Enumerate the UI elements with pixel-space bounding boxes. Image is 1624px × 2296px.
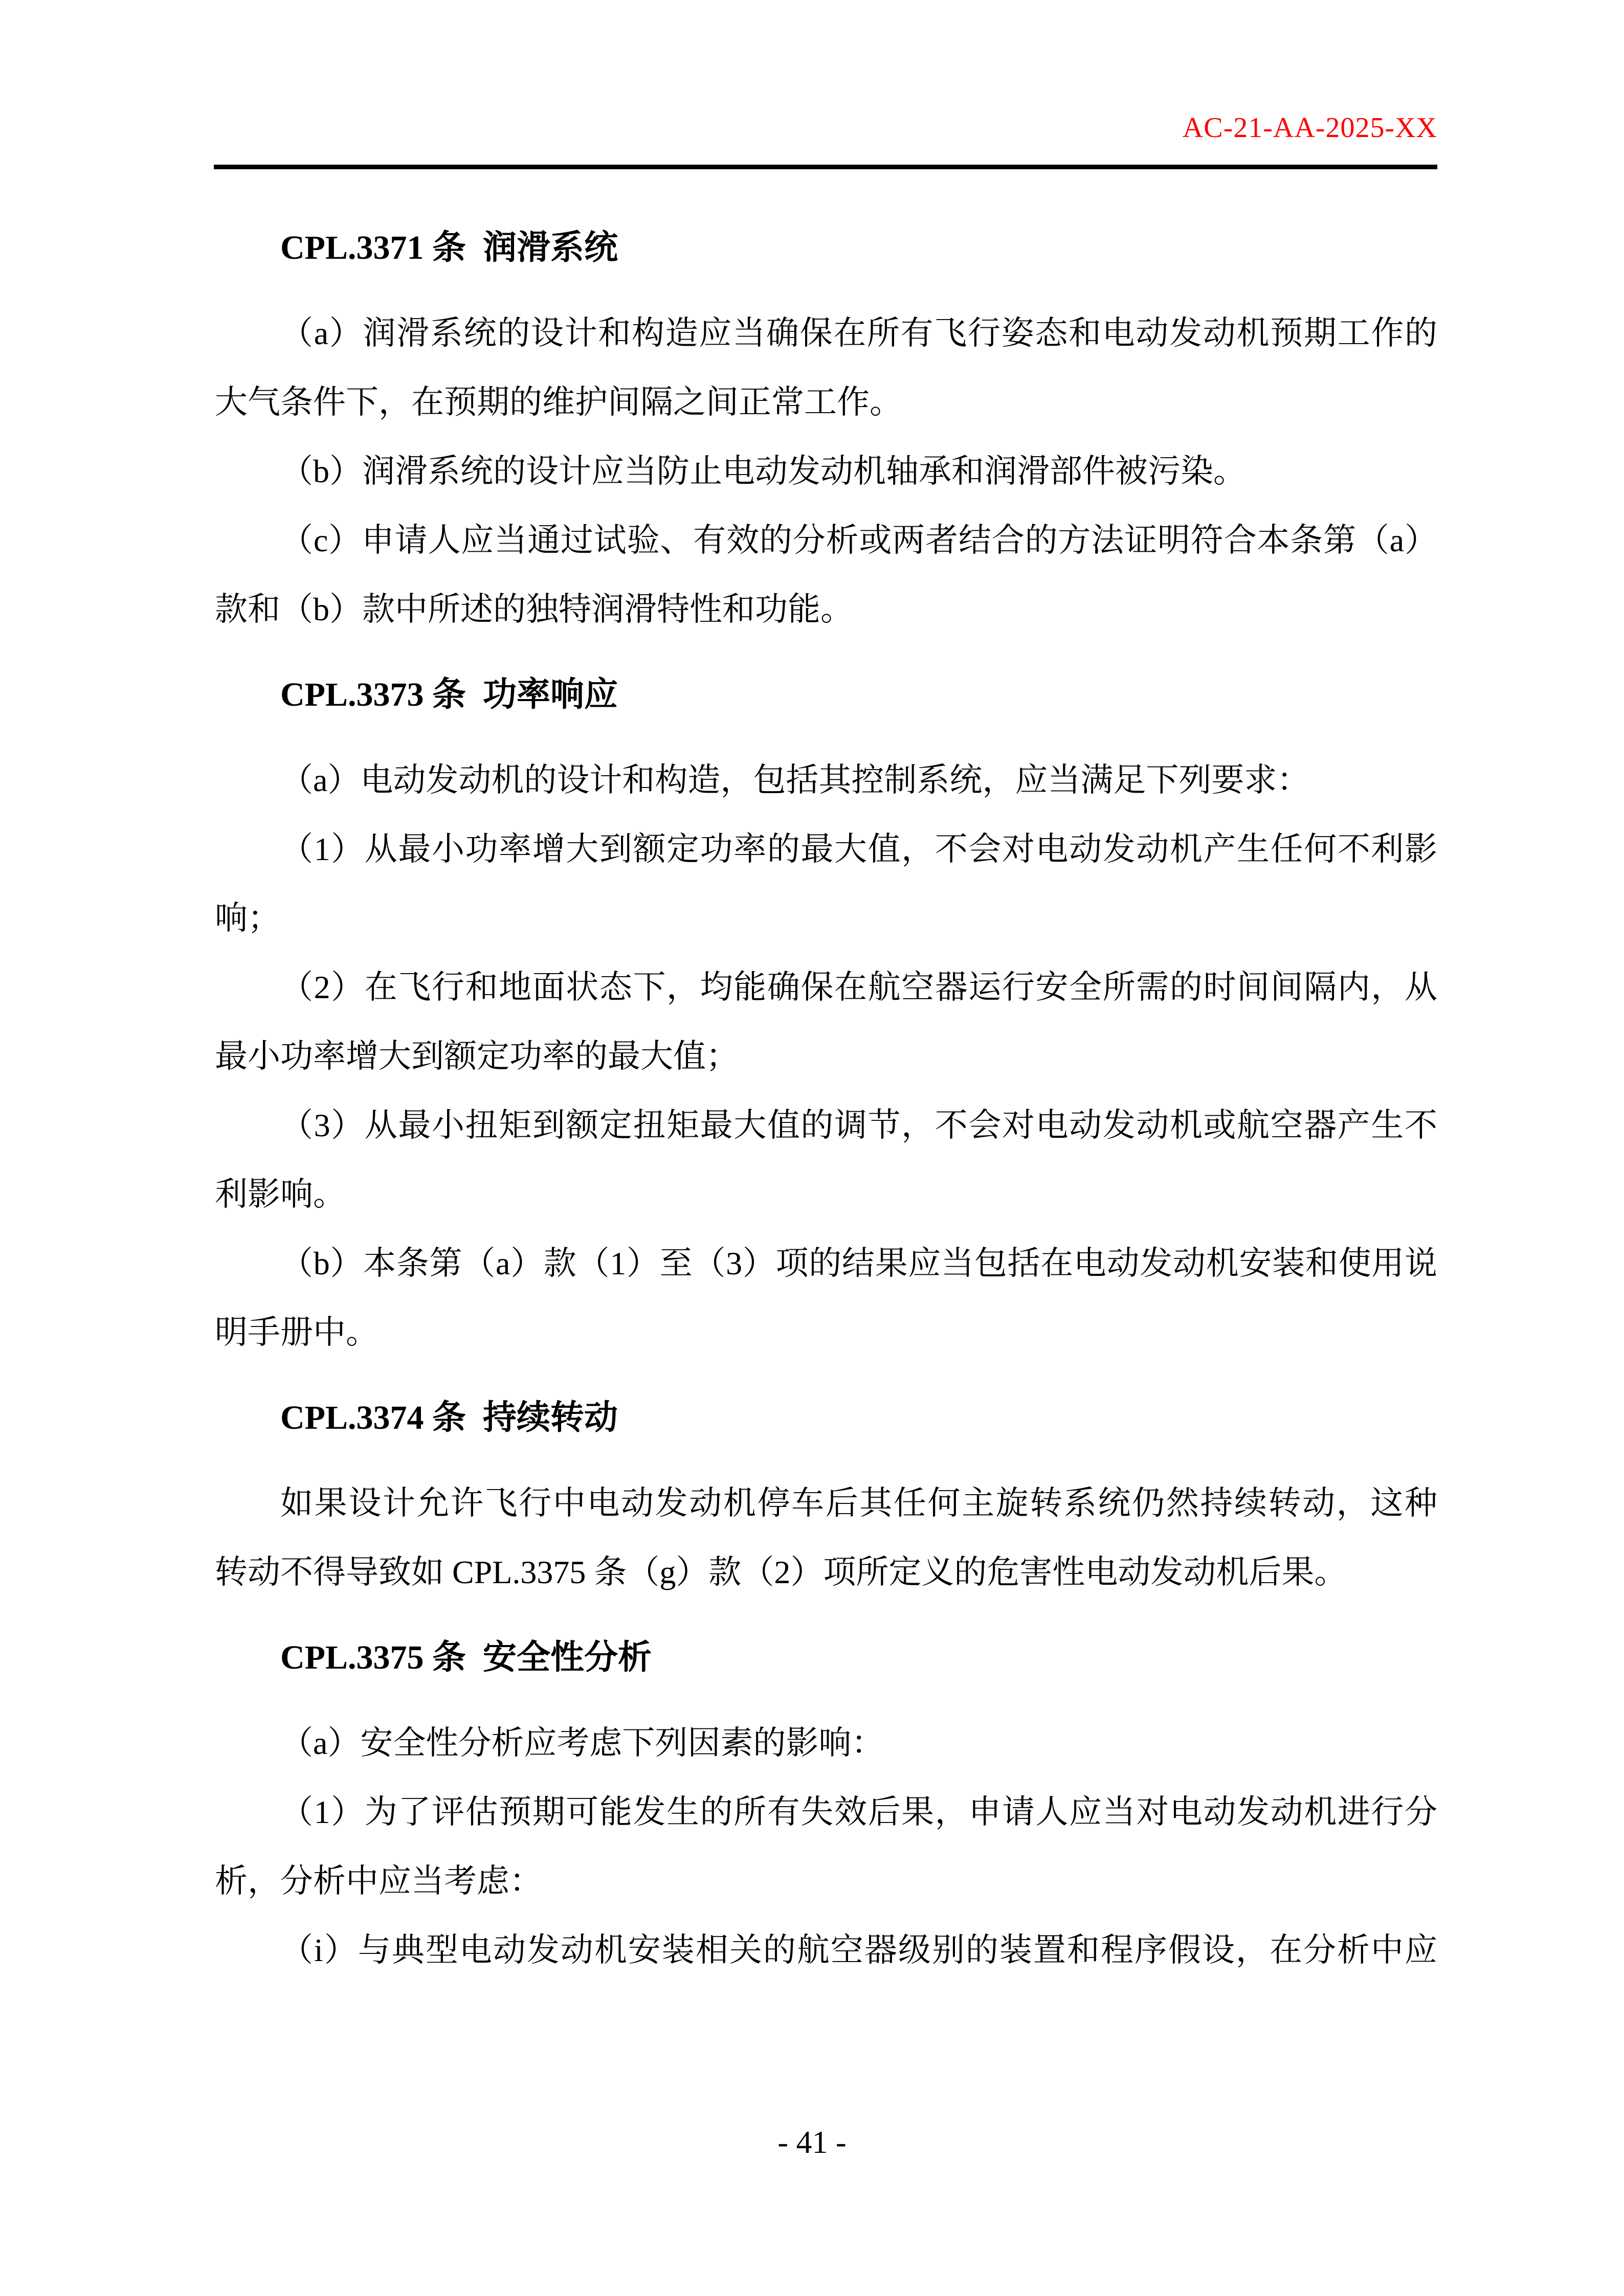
body-line: 如果设计允许飞行中电动发动机停车后其任何主旋转系统仍然持续转动，这种 <box>280 1485 1437 1521</box>
paragraph <box>215 1777 1437 1916</box>
body-line: （1）从最小功率增大到额定功率的最大值，不会对电动发动机产生任何不利影 <box>280 831 1437 867</box>
section-heading: CPL.3375 条 安全性分析 <box>280 1639 652 1676</box>
body-line: 响； <box>215 900 280 936</box>
header-rule <box>214 165 1437 169</box>
section-heading: CPL.3371 条 润滑系统 <box>280 229 618 266</box>
doc-number: AC-21-AA-2025-XX <box>1182 112 1437 144</box>
body-line: （3）从最小扭矩到额定扭矩最大值的调节，不会对电动发动机或航空器产生不 <box>280 1107 1437 1143</box>
section-heading: CPL.3374 条 持续转动 <box>280 1399 618 1436</box>
body-line: 析，分析中应当考虑： <box>215 1863 542 1899</box>
paragraph <box>215 746 1437 815</box>
body-line: 转动不得导致如 CPL.3375 条（g）款（2）项所定义的危害性电动发动机后果。 <box>215 1554 1347 1590</box>
paragraph <box>215 1916 1437 1985</box>
paragraph <box>215 506 1437 644</box>
body-line: （a）安全性分析应考虑下列因素的影响： <box>280 1725 884 1761</box>
body-line: 最小功率增大到额定功率的最大值； <box>215 1038 739 1074</box>
body-line: （a）润滑系统的设计和构造应当确保在所有飞行姿态和电动发动机预期工作的 <box>280 315 1437 351</box>
body-line: （b）本条第（a）款（1）至（3）项的结果应当包括在电动发动机安装和使用说 <box>280 1245 1437 1281</box>
body-line: （b）润滑系统的设计应当防止电动发动机轴承和润滑部件被污染。 <box>280 453 1246 489</box>
paragraph <box>215 1229 1437 1367</box>
paragraph <box>215 299 1437 437</box>
paragraph <box>215 1708 1437 1777</box>
page-number: - 41 - <box>777 2125 847 2160</box>
paragraph <box>215 1091 1437 1229</box>
paragraph <box>215 437 1437 506</box>
body-line: 款和（b）款中所述的独特润滑特性和功能。 <box>215 591 853 627</box>
body-line: （2）在飞行和地面状态下，均能确保在航空器运行安全所需的时间间隔内，从 <box>280 969 1437 1005</box>
paragraph <box>215 1469 1437 1607</box>
body-line: 利影响。 <box>215 1176 346 1212</box>
body-line: 大气条件下，在预期的维护间隔之间正常工作。 <box>215 384 902 420</box>
paragraph <box>215 953 1437 1091</box>
paragraph <box>215 815 1437 953</box>
document-body <box>215 197 1437 1985</box>
body-line: （1）为了评估预期可能发生的所有失效后果，申请人应当对电动发动机进行分 <box>280 1794 1437 1830</box>
section-heading: CPL.3373 条 功率响应 <box>280 676 618 713</box>
body-line: （c）申请人应当通过试验、有效的分析或两者结合的方法证明符合本条第（a） <box>280 522 1437 558</box>
body-line: （i）与典型电动发动机安装相关的航空器级别的装置和程序假设，在分析中应 <box>280 1932 1437 1968</box>
body-line: （a）电动发动机的设计和构造，包括其控制系统，应当满足下列要求： <box>280 762 1310 798</box>
body-line: 明手册中。 <box>215 1314 379 1350</box>
